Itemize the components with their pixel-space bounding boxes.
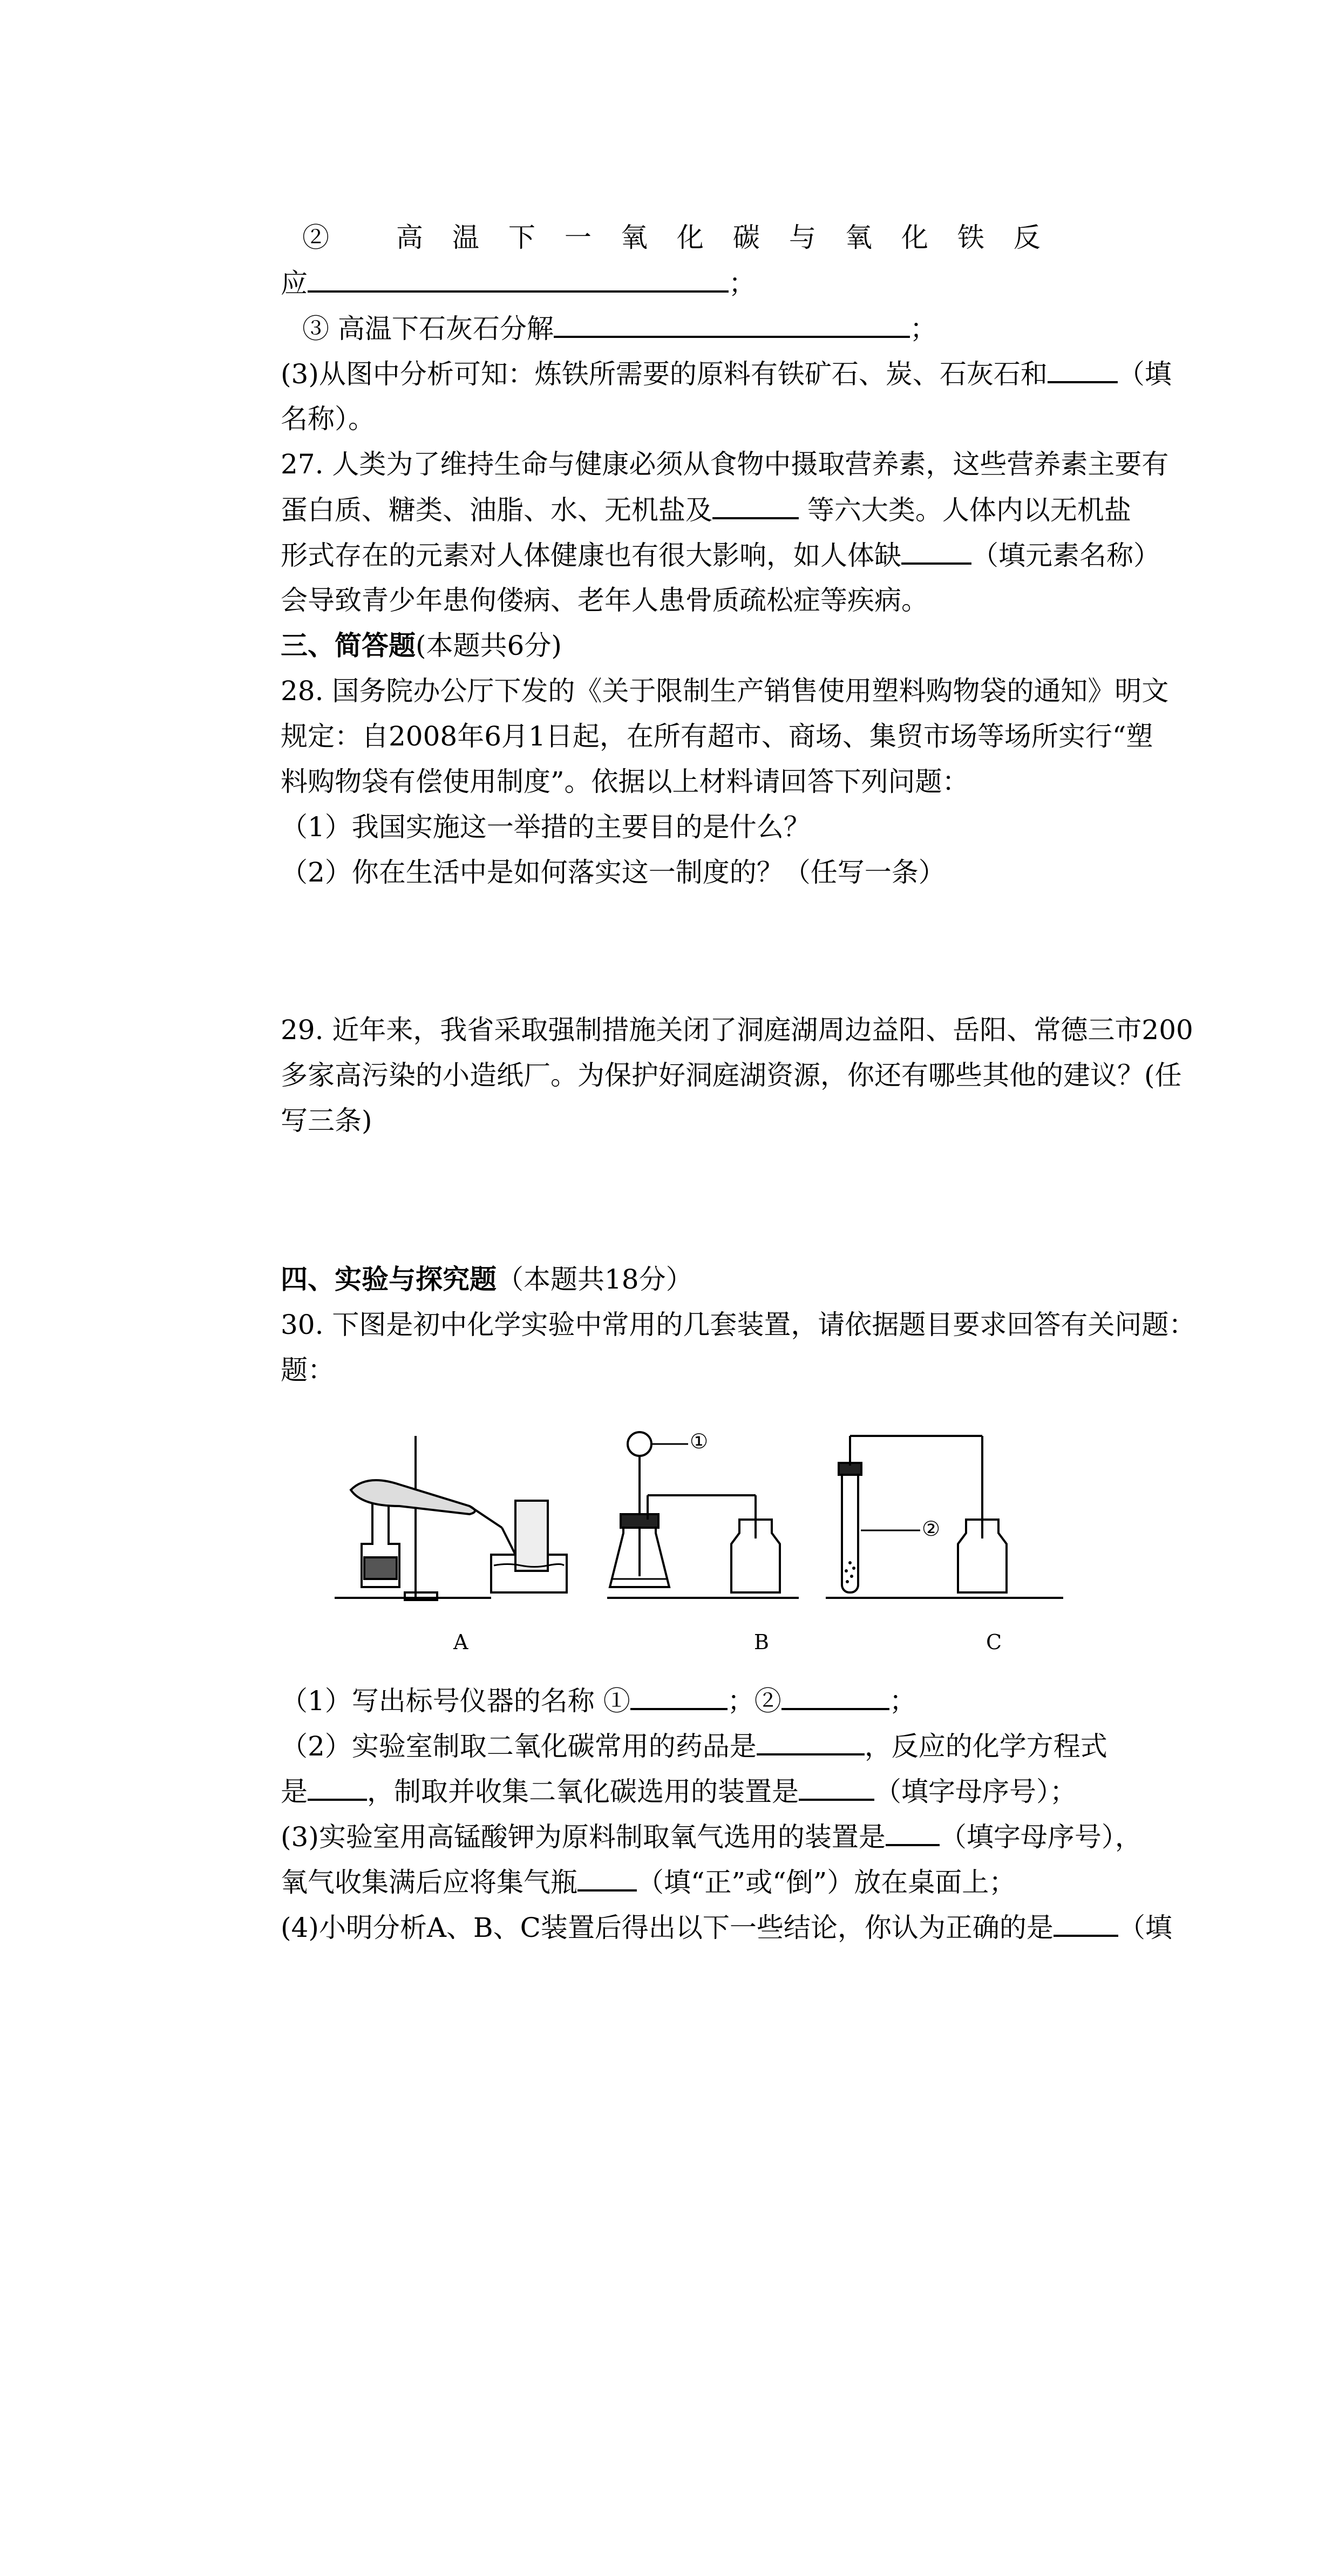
line-iron-oxide-blank-row <box>281 267 1047 300</box>
section-3-heading <box>281 629 1047 662</box>
q30-line-1: 30. 下图是初中化学实验中常用的几套装置，请依据题目要求回答有关问题： <box>281 1309 1196 1340</box>
text-q27-element-note: （填元素名称） <box>971 540 1160 571</box>
text-q30-1c: ； <box>889 1685 916 1717</box>
section-3-title: 三、简答题 <box>281 629 416 661</box>
q30-part-2b <box>281 1775 1077 1808</box>
q29-line-2: 多家高污染的小造纸厂。为保护好洞庭湖资源，你还有哪些其他的建议？(任 <box>281 1060 1182 1091</box>
q28-line-4: （1）我国实施这一举措的主要目的是什么？ <box>281 811 811 843</box>
apparatus-a <box>335 1436 567 1600</box>
text-q30-3d: （填“正”或“倒”）放在桌面上； <box>637 1867 1016 1898</box>
section-4-note: （本题共18分） <box>497 1264 693 1295</box>
answer-blank-co2-apparatus[interactable] <box>799 1775 874 1801</box>
line-name-note: 名称）。 <box>281 403 375 435</box>
q28-line-2: 规定：自2008年6月1日起，在所有超市、商场、集贸市场等场所实行“塑 <box>281 721 1153 752</box>
lab-apparatus-figure <box>329 1414 1085 1673</box>
line-raw-materials <box>281 357 1172 390</box>
text-fill: （填 <box>1117 358 1172 390</box>
answer-blank-bottle-orientation[interactable] <box>577 1866 637 1892</box>
punct: ； <box>909 313 937 344</box>
q27-line-3 <box>281 539 1160 572</box>
answer-blank-equation[interactable] <box>308 1775 367 1801</box>
q28-line-1: 28. 国务院办公厅下发的《关于限制生产销售使用塑料购物袋的通知》明文 <box>281 675 1169 707</box>
q28-line-3: 料购物袋有偿使用制度”。依据以上材料请回答下列问题： <box>281 766 969 797</box>
line-limestone <box>302 312 1069 345</box>
text-q30-3a: (3)实验室用高锰酸钾为原料制取氧气选用的装置是 <box>281 1821 886 1853</box>
q27-line-4: 会导致青少年患佝偻病、老年人患骨质疏松症等疾病。 <box>281 585 928 616</box>
answer-blank-co2-reagents[interactable] <box>757 1730 865 1755</box>
text-raw-materials: (3)从图中分析可知：炼铁所需要的原料有铁矿石、炭、石灰石和 <box>281 358 1048 390</box>
text-q30-2d: ，制取并收集二氧化碳选用的装置是 <box>367 1776 799 1807</box>
marker-2: ② <box>922 1517 941 1541</box>
q29-line-3: 写三条) <box>281 1105 372 1136</box>
text-ying: 应 <box>281 268 308 299</box>
answer-blank-instrument-2[interactable] <box>781 1684 889 1710</box>
apparatus-drawing <box>329 1414 1085 1673</box>
answer-blank-iron-oxide[interactable] <box>308 267 729 293</box>
answer-blank-raw-material[interactable] <box>1048 357 1118 383</box>
label-b: B <box>754 1630 769 1654</box>
q27-line-2 <box>281 493 1131 526</box>
answer-blank-o2-apparatus[interactable] <box>886 1820 940 1846</box>
q30-part-3b <box>281 1866 1047 1899</box>
section-3-note: (本题共6分) <box>416 630 562 661</box>
text-q30-2b: ，反应的化学方程式 <box>864 1731 1107 1762</box>
q30-part-1 <box>281 1684 1047 1717</box>
apparatus-c <box>826 1436 1063 1598</box>
text-q30-3c: 氧气收集满后应将集气瓶 <box>281 1867 577 1898</box>
section-4-title: 四、实验与探究题 <box>281 1263 497 1295</box>
punct: ； <box>729 268 756 299</box>
text-limestone: ③ 高温下石灰石分解 <box>302 313 554 344</box>
q30-part-4 <box>281 1911 1172 1944</box>
q27-line-1: 27. 人类为了维持生命与健康必须从食物中摄取营养素，这些营养素主要有 <box>281 449 1169 480</box>
label-a: A <box>453 1630 468 1654</box>
answer-blank-element[interactable] <box>901 539 971 565</box>
text-q30-1b: ；② <box>727 1685 781 1717</box>
q30-part-2a <box>281 1730 1107 1762</box>
q30-part-3a <box>281 1820 1142 1853</box>
label-c: C <box>986 1630 1002 1654</box>
answer-blank-limestone[interactable] <box>554 312 910 338</box>
answer-blank-nutrient[interactable] <box>712 493 799 519</box>
q29-line-1: 29. 近年来，我省采取强制措施关闭了洞庭湖周边益阳、岳阳、常德三市200 <box>281 1014 1193 1046</box>
text-q30-2a: （2）实验室制取二氧化碳常用的药品是 <box>281 1731 757 1762</box>
text-q30-4a: (4)小明分析A、B、C装置后得出以下一些结论，你认为正确的是 <box>281 1912 1053 1943</box>
text-q27-six: 等六大类。人体内以无机盐 <box>799 494 1131 526</box>
line-iron-oxide-reaction: ② 高温下一氧化碳与氧化铁反 <box>302 222 1070 253</box>
text-q30-2c: 是 <box>281 1776 308 1807</box>
q30-line-2: 题： <box>281 1354 335 1386</box>
q28-line-5: （2）你在生活中是如何落实这一制度的？（任写一条） <box>281 857 946 888</box>
apparatus-b <box>607 1432 799 1598</box>
answer-blank-instrument-1[interactable] <box>630 1684 728 1710</box>
section-4-heading <box>281 1263 1047 1296</box>
text-q27-nutrients: 蛋白质、糖类、油脂、水、无机盐及 <box>281 494 712 526</box>
text-q30-3b: （填字母序号）， <box>939 1821 1142 1853</box>
text-q30-2e: （填字母序号）； <box>874 1776 1077 1807</box>
text-q30-1a: （1）写出标号仪器的名称 ① <box>281 1685 630 1717</box>
marker-1: ① <box>690 1429 709 1453</box>
text-q27-element: 形式存在的元素对人体健康也有很大影响，如人体缺 <box>281 540 901 571</box>
text-q30-4b: （填 <box>1118 1912 1172 1943</box>
answer-blank-conclusion[interactable] <box>1053 1911 1118 1937</box>
